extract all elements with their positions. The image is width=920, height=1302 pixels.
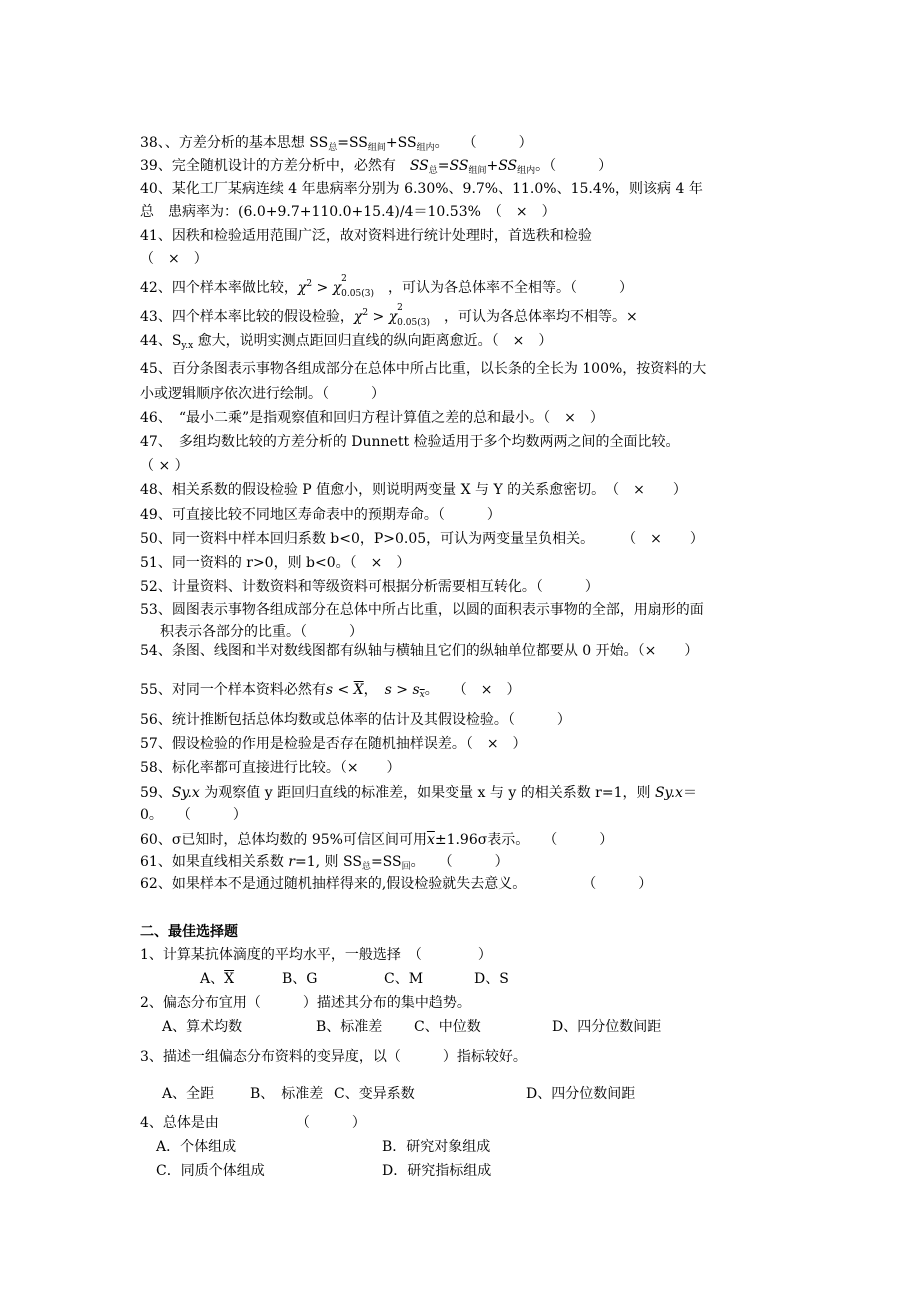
judge-41: 41、因秩和检验适用范围广泛，故对资料进行统计处理时，首选秩和检验 — [140, 228, 592, 244]
judge-45: 45、百分条图表示事物各组成部分在总体中所占比重，以长条的全长为 100%，按资料的大 — [140, 361, 707, 377]
mc-q3-opt-d: D、四分位数间距 — [526, 1086, 636, 1102]
judge-44: 44、$S_{y.x}$ 愈大，说明实测点距回归直线的纵向距离愈近。（ × ） — [140, 333, 553, 351]
judge-40-cont: 总 患病率为：(6.0+9.7+110.0+15.4)/4＝10.53% （ × ） — [140, 204, 556, 220]
judge-43: 43、四个样本率比较的假设检验，$\chi^2 > \chi$ 2 $_{0.05(3)}$ ，可认为各总体率均不相等。× — [140, 303, 638, 328]
judge-40: 40、某化工厂某病连续 4 年患病率分别为 6.30%、9.7%、11.0%、15.4%，则该病 4 年 — [140, 181, 703, 197]
judge-61: 61、如果直线相关系数 r=1, 则 $SS_总=SS_回$。 （ ） — [140, 854, 509, 872]
mc-q1-opt-c: C、M — [384, 971, 424, 987]
judge-49: 49、可直接比较不同地区寿命表中的预期寿命。（ ） — [140, 507, 501, 523]
judge-39: 39、完全随机设计的方差分析中，必然有 $SS_总=SS_{组间}+SS_{组内}$。（ ） — [140, 158, 613, 176]
mc-q3-opt-a: A、全距 — [162, 1086, 215, 1102]
mc-q3: 3、描述一组偏态分布资料的变异度，以（ ）指标较好。 — [140, 1049, 527, 1065]
judge-41-answer: （ × ） — [140, 251, 208, 267]
judge-62: 62、如果样本不是通过随机抽样得来的,假设检验就失去意义。 （ ） — [140, 876, 653, 892]
mc-q2-opt-d: D、四分位数间距 — [552, 1019, 662, 1035]
mc-q2-opt-b: B、标准差 — [316, 1019, 383, 1035]
judge-51: 51、同一资料的 r>0，则 b<0。（ × ） — [140, 555, 411, 571]
judge-59-cont: 0。 （ ） — [140, 807, 247, 823]
mc-q2-opt-c: C、中位数 — [414, 1019, 481, 1035]
judge-53-cont: 积表示各部分的比重。（ ） — [160, 624, 363, 640]
judge-50: 50、同一资料中样本回归系数 b<0，P>0.05，可认为两变量呈负相关。 （ × ） — [140, 531, 704, 547]
mc-q1-opt-d: D、S — [474, 971, 509, 987]
judge-55: 55、对同一个样本资料必然有$s < \overline{X}$， $s > s_{\overline{x}}$。 （ × ） — [140, 682, 521, 700]
judge-53: 53、圆图表示事物各组成部分在总体中所占比重，以圆的面积表示事物的全部，用扇形的面 — [140, 602, 704, 618]
mc-q1-opt-b: B、G — [282, 971, 318, 987]
mc-q4-opt-d: D．研究指标组成 — [382, 1163, 492, 1179]
judge-58: 58、标化率都可直接进行比较。（× ） — [140, 760, 401, 776]
mc-q2-opt-a: A、算术均数 — [162, 1019, 243, 1035]
judge-52: 52、计量资料、计数资料和等级资料可根据分析需要相互转化。（ ） — [140, 579, 599, 595]
judge-59: 59、Sy.x 为观察值 y 距回归直线的标准差，如果变量 x 与 y 的相关系数 r=1，则 Sy.x＝ — [140, 785, 697, 801]
mc-q4: 4、总体是由 （ ） — [140, 1115, 366, 1131]
mc-q4-opt-b: B．研究对象组成 — [382, 1139, 491, 1155]
mc-q2: 2、偏态分布宜用（ ）描述其分布的集中趋势。 — [140, 995, 471, 1011]
judge-54: 54、条图、线图和半对数线图都有纵轴与横轴且它们的纵轴单位都要从 0 开始。（× ） — [140, 643, 699, 659]
judge-48: 48、相关系数的假设检验 P 值愈小，则说明两变量 X 与 Y 的关系愈密切。 （ × ） — [140, 482, 687, 498]
mc-q1-opt-a: A、$\overline{X}$ — [200, 971, 235, 987]
judge-57: 57、假设检验的作用是检验是否存在随机抽样误差。（ × ） — [140, 736, 527, 752]
judge-60: 60、σ已知时，总体均数的 95%可信区间可用$\overline{x}\pm 1.96\sigma$表示。 （ ） — [140, 832, 614, 848]
judge-47-answer: （ × ） — [140, 458, 189, 474]
judge-45-cont: 小或逻辑顺序依次进行绘制。（ ） — [140, 386, 385, 402]
judge-38: 38、、方差分析的基本思想 $SS_总=SS_{组间}+SS_{组内}$。 （ ） — [140, 135, 533, 153]
section-title: 二、最佳选择题 — [140, 924, 238, 940]
judge-47: 47、 多组均数比较的方差分析的 Dunnett 检验适用于多个均数两两之间的全面比较。 — [140, 434, 680, 450]
judge-42: 42、四个样本率做比较，$\chi^2 > \chi$ 2 $_{0.05(3)}$ ，可认为各总体率不全相等。（ ） — [140, 274, 633, 299]
mc-q3-opt-b: B、 标准差 — [250, 1086, 324, 1102]
mc-q4-opt-c: C．同质个体组成 — [156, 1163, 265, 1179]
judge-56: 56、统计推断包括总体均数或总体率的估计及其假设检验。（ ） — [140, 712, 571, 728]
judge-46: 46、 “最小二乘”是指观察值和回归方程计算值之差的总和最小。（ × ） — [140, 410, 604, 426]
mc-q4-opt-a: A．个体组成 — [156, 1139, 237, 1155]
mc-q3-opt-c: C、变异系数 — [334, 1086, 415, 1102]
mc-q1: 1、计算某抗体滴度的平均水平，一般选择 （ ） — [140, 947, 492, 963]
